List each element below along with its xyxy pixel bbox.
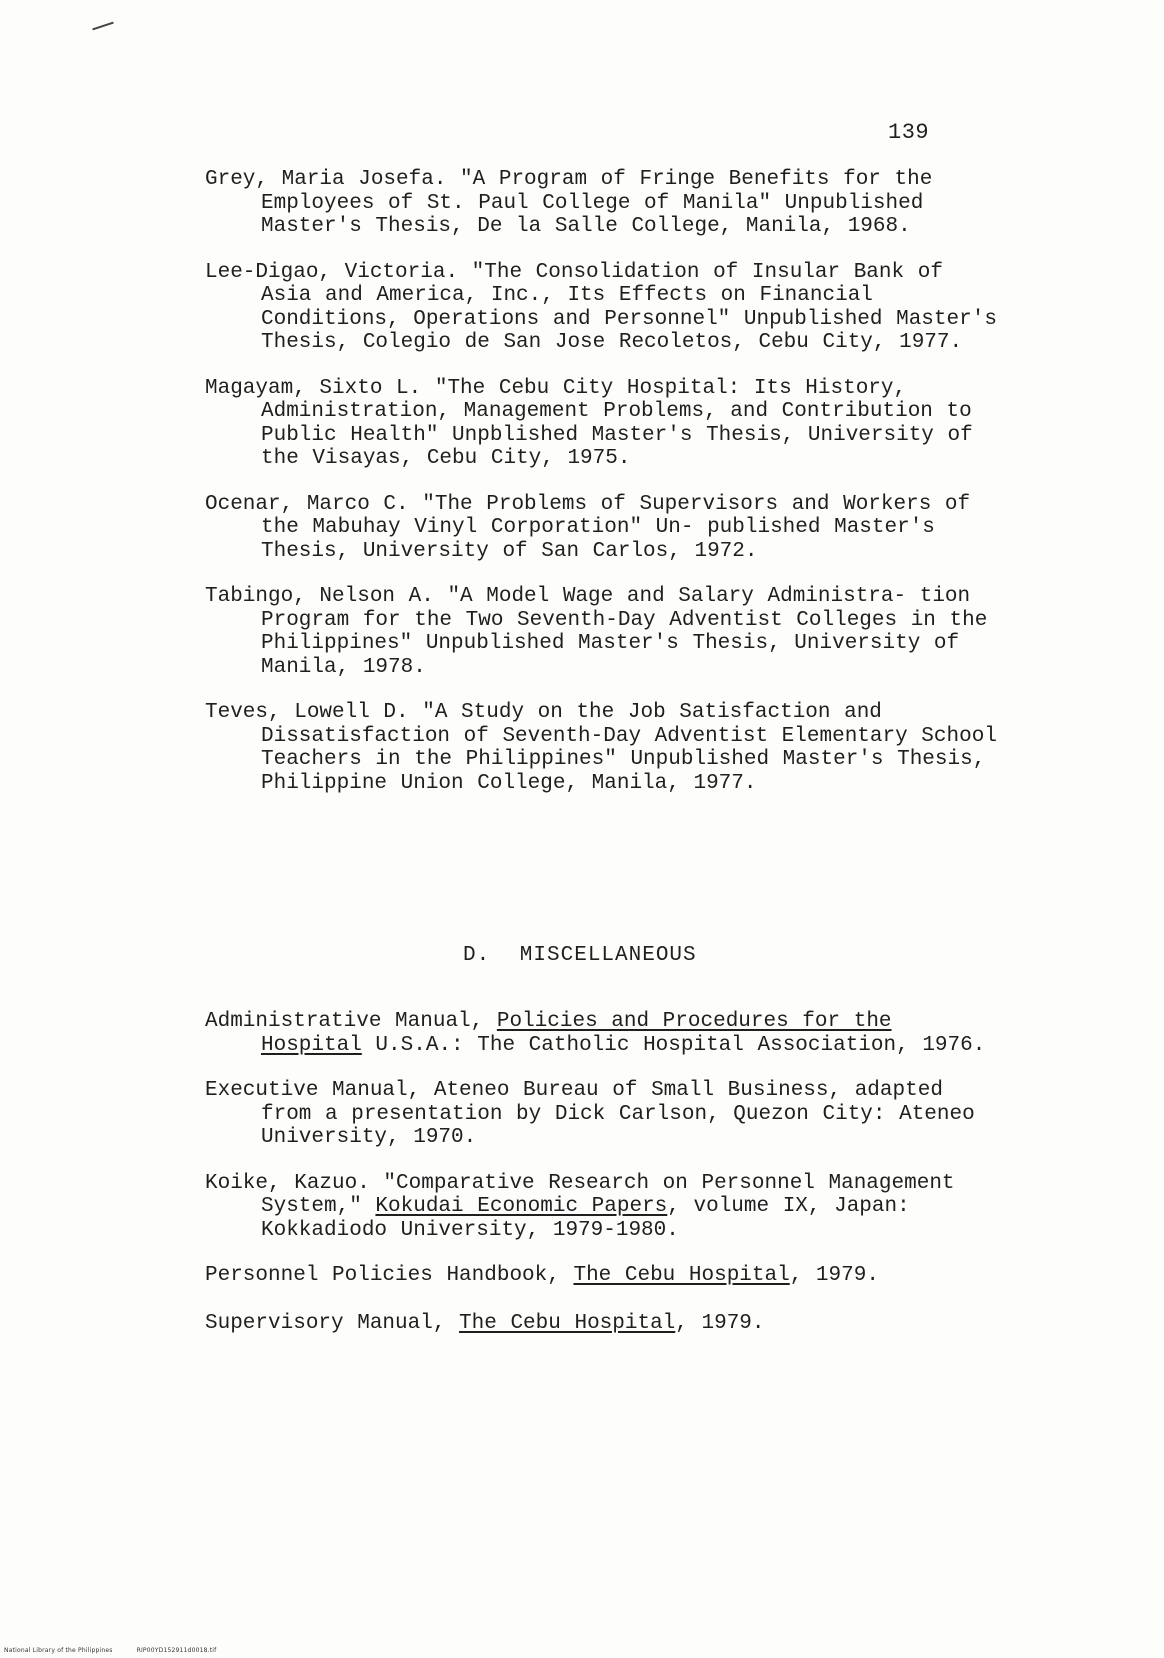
bibliography-entry: Magayam, Sixto L. "The Cebu City Hospital: Its History, Administration, Management Problems, and Contribution to Public Health" Unpblished Master's Thesis, University of the Visayas, Cebu City, 1975. xyxy=(205,376,973,470)
thesis-bibliography-list xyxy=(205,168,1005,817)
entry-lead: Administrative Manual, xyxy=(205,1010,497,1033)
entry-rest: , volume IX, Japan: Kokkadiodo University, 1979-1980. xyxy=(261,1195,910,1242)
page-number: 139 xyxy=(888,120,930,145)
pen-mark xyxy=(92,22,114,31)
entry-title: Policies and Procedures for the Hospital xyxy=(261,1010,892,1057)
bibliography-entry: Ocenar, Marco C. "The Problems of Supervisors and Workers of the Mabuhay Vinyl Corporation" Un- published Master's Thesis, University of San Carlos, 1972. xyxy=(205,492,971,563)
bibliography-entry-koike xyxy=(205,1172,1005,1243)
entry-rest: , 1979. xyxy=(675,1311,765,1335)
entry-rest: U.S.A.: The Catholic Hospital Association, 1976. xyxy=(361,1033,986,1057)
bibliography-entry-executive: Executive Manual, Ateneo Bureau of Small Business, adapted from a presentation by Dick Carlson, Quezon City: Ateneo University, 1970. xyxy=(205,1079,975,1149)
bibliography-entry: Lee-Digao, Victoria. "The Consolidation of Insular Bank of Asia and America, Inc., Its Effects on Financial Conditions, Operations and Personnel" Unpublished Master's Thesis, Colegio de San Jose Recoletos, Cebu City, 1977. xyxy=(205,260,997,354)
bibliography-entry: Teves, Lowell D. "A Study on the Job Satisfaction and Dissatisfaction of Seventh-Day Adventist Elementary School Teachers in the Philippines" Unpublished Master's Thesis, Philippine Union College, Manila, 1977. xyxy=(205,701,997,795)
footer-code: RIP00YD152911d0018.tif xyxy=(136,1647,217,1654)
entry-lead: Supervisory Manual, xyxy=(205,1311,460,1335)
entry-lead: Personnel Policies Handbook, xyxy=(205,1264,574,1287)
entry-rest: , 1979. xyxy=(789,1264,879,1287)
entry-title: The Cebu Hospital xyxy=(459,1311,676,1335)
footer-library: National Library of the Philippines xyxy=(4,1647,113,1654)
bibliography-entry-personnel xyxy=(205,1264,1005,1288)
entry-title: Kokudai Economic Papers xyxy=(375,1195,668,1218)
entry-title: The Cebu Hospital xyxy=(573,1264,790,1287)
section-heading: D. MISCELLANEOUS xyxy=(463,944,697,967)
entry-lead: Koike, Kazuo. "Comparative Research on Personnel Management System," xyxy=(205,1171,955,1218)
bibliography-entry-supervisory xyxy=(205,1312,1005,1336)
scan-footer xyxy=(4,1647,216,1654)
bibliography-entry: Grey, Maria Josefa. "A Program of Fringe Benefits for the Employees of St. Paul College of Manila" Unpublished Master's Thesis, De la Salle College, Manila, 1968. xyxy=(205,168,933,238)
bibliography-entry-administrative xyxy=(205,1010,1005,1057)
miscellaneous-list xyxy=(205,1010,1005,1357)
bibliography-entry: Tabingo, Nelson A. "A Model Wage and Salary Administra- tion Program for the Two Seventh-Day Adventist Colleges in the Philippines" Unpublished Master's Thesis, University of Manila, 1978. xyxy=(205,585,988,679)
